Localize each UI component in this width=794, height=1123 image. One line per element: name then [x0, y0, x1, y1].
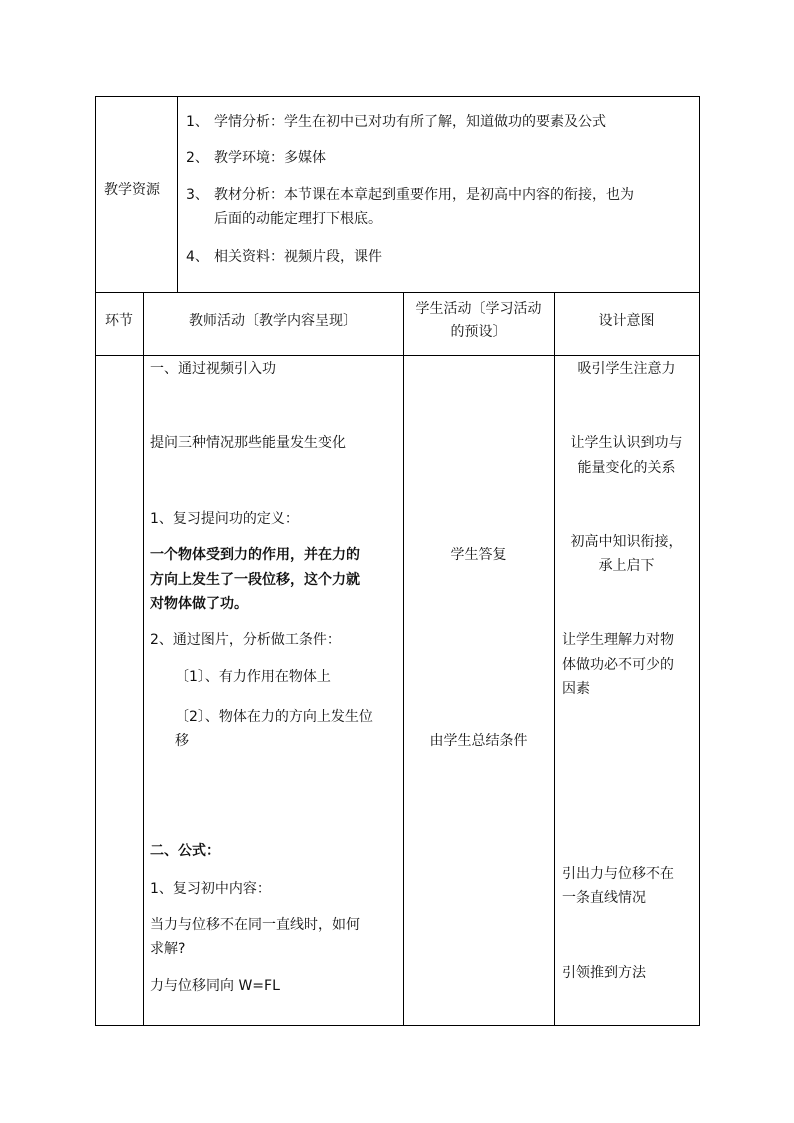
teacher-question1: 提问三种情况那些能量发生变化: [150, 435, 346, 451]
header-teacher: 教师活动〔教学内容呈现〕: [189, 313, 357, 329]
resource-item-2-text: 教学环境：多媒体: [214, 150, 326, 166]
teacher-definition-line1: 一个物体受到力的作用，并在力的: [150, 547, 360, 563]
teacher-section2-title: 二、公式：: [150, 843, 220, 859]
resource-item-4-text: 相关资料：视频片段，课件: [214, 249, 382, 265]
column-divider-2: [403, 292, 404, 1026]
student-summary: 由学生总结条件: [429, 733, 528, 749]
teacher-review-definition: 1、复习提问功的定义：: [150, 511, 299, 527]
teacher-review-junior: 1、复习初中内容：: [150, 881, 271, 897]
resources-divider: [177, 96, 178, 293]
design-intent-3-line2: 承上启下: [598, 558, 655, 574]
design-intent-1: 吸引学生注意力: [577, 361, 676, 377]
teacher-formula: 力与位移同向 W=FL: [150, 978, 280, 994]
table-border-left: [95, 96, 96, 1026]
table-border-bottom: [95, 1025, 700, 1026]
column-divider-1: [143, 292, 144, 1026]
resource-item-3-text-line1: 教材分析：本节课在本章起到重要作用，是初高中内容的衔接，也为: [214, 187, 634, 203]
design-intent-4-line2: 体做功必不可少的: [562, 657, 674, 673]
teacher-definition-line3: 对物体做了功。: [150, 596, 248, 612]
design-intent-2-line2: 能量变化的关系: [577, 460, 676, 476]
design-intent-4-line3: 因素: [562, 681, 590, 697]
teacher-condition-1: 〔1〕、有力作用在物体上: [175, 669, 331, 685]
design-intent-6: 引领推到方法: [562, 965, 646, 981]
design-intent-3-line1: 初高中知识衔接，: [570, 534, 683, 550]
table-divider-resources: [95, 292, 700, 293]
teacher-definition-line2: 方向上发生了一段位移，这个力就: [150, 572, 360, 588]
header-section: 环节: [105, 313, 133, 329]
teacher-conditions: 2、通过图片，分析做工条件：: [150, 632, 341, 648]
teacher-condition-2-line2: 移: [175, 733, 189, 749]
table-divider-header: [95, 355, 700, 356]
teacher-question2-line2: 求解?: [150, 941, 186, 957]
resource-item-2-number: 2、: [186, 150, 209, 166]
design-intent-5-line2: 一条直线情况: [562, 890, 646, 906]
resource-item-3-text-line2: 后面的动能定理打下根底。: [214, 211, 382, 227]
resource-item-3-number: 3、: [186, 187, 209, 203]
resources-label: 教学资源: [104, 182, 160, 198]
resource-item-1-text: 学情分析：学生在初中已对功有所了解，知道做功的要素及公式: [214, 114, 606, 130]
header-student-line2: 的预设〕: [450, 324, 507, 340]
teacher-condition-2-line1: 〔2〕、物体在力的方向上发生位: [175, 709, 373, 725]
header-student-line1: 学生活动〔学习活动: [415, 301, 542, 317]
table-border-top: [95, 96, 700, 97]
column-divider-3: [554, 292, 555, 1026]
design-intent-4-line1: 让学生理解力对物: [562, 632, 674, 648]
design-intent-2-line1: 让学生认识到功与: [570, 435, 683, 451]
resource-item-1-number: 1、: [186, 114, 209, 130]
table-border-right: [699, 96, 700, 1026]
resource-item-4-number: 4、: [186, 249, 209, 265]
teacher-question2-line1: 当力与位移不在同一直线时，如何: [150, 917, 360, 933]
design-intent-5-line1: 引出力与位移不在: [562, 866, 674, 882]
teacher-section1-title: 一、通过视频引入功: [150, 361, 276, 377]
header-design: 设计意图: [598, 313, 655, 329]
student-answer: 学生答复: [450, 547, 507, 563]
